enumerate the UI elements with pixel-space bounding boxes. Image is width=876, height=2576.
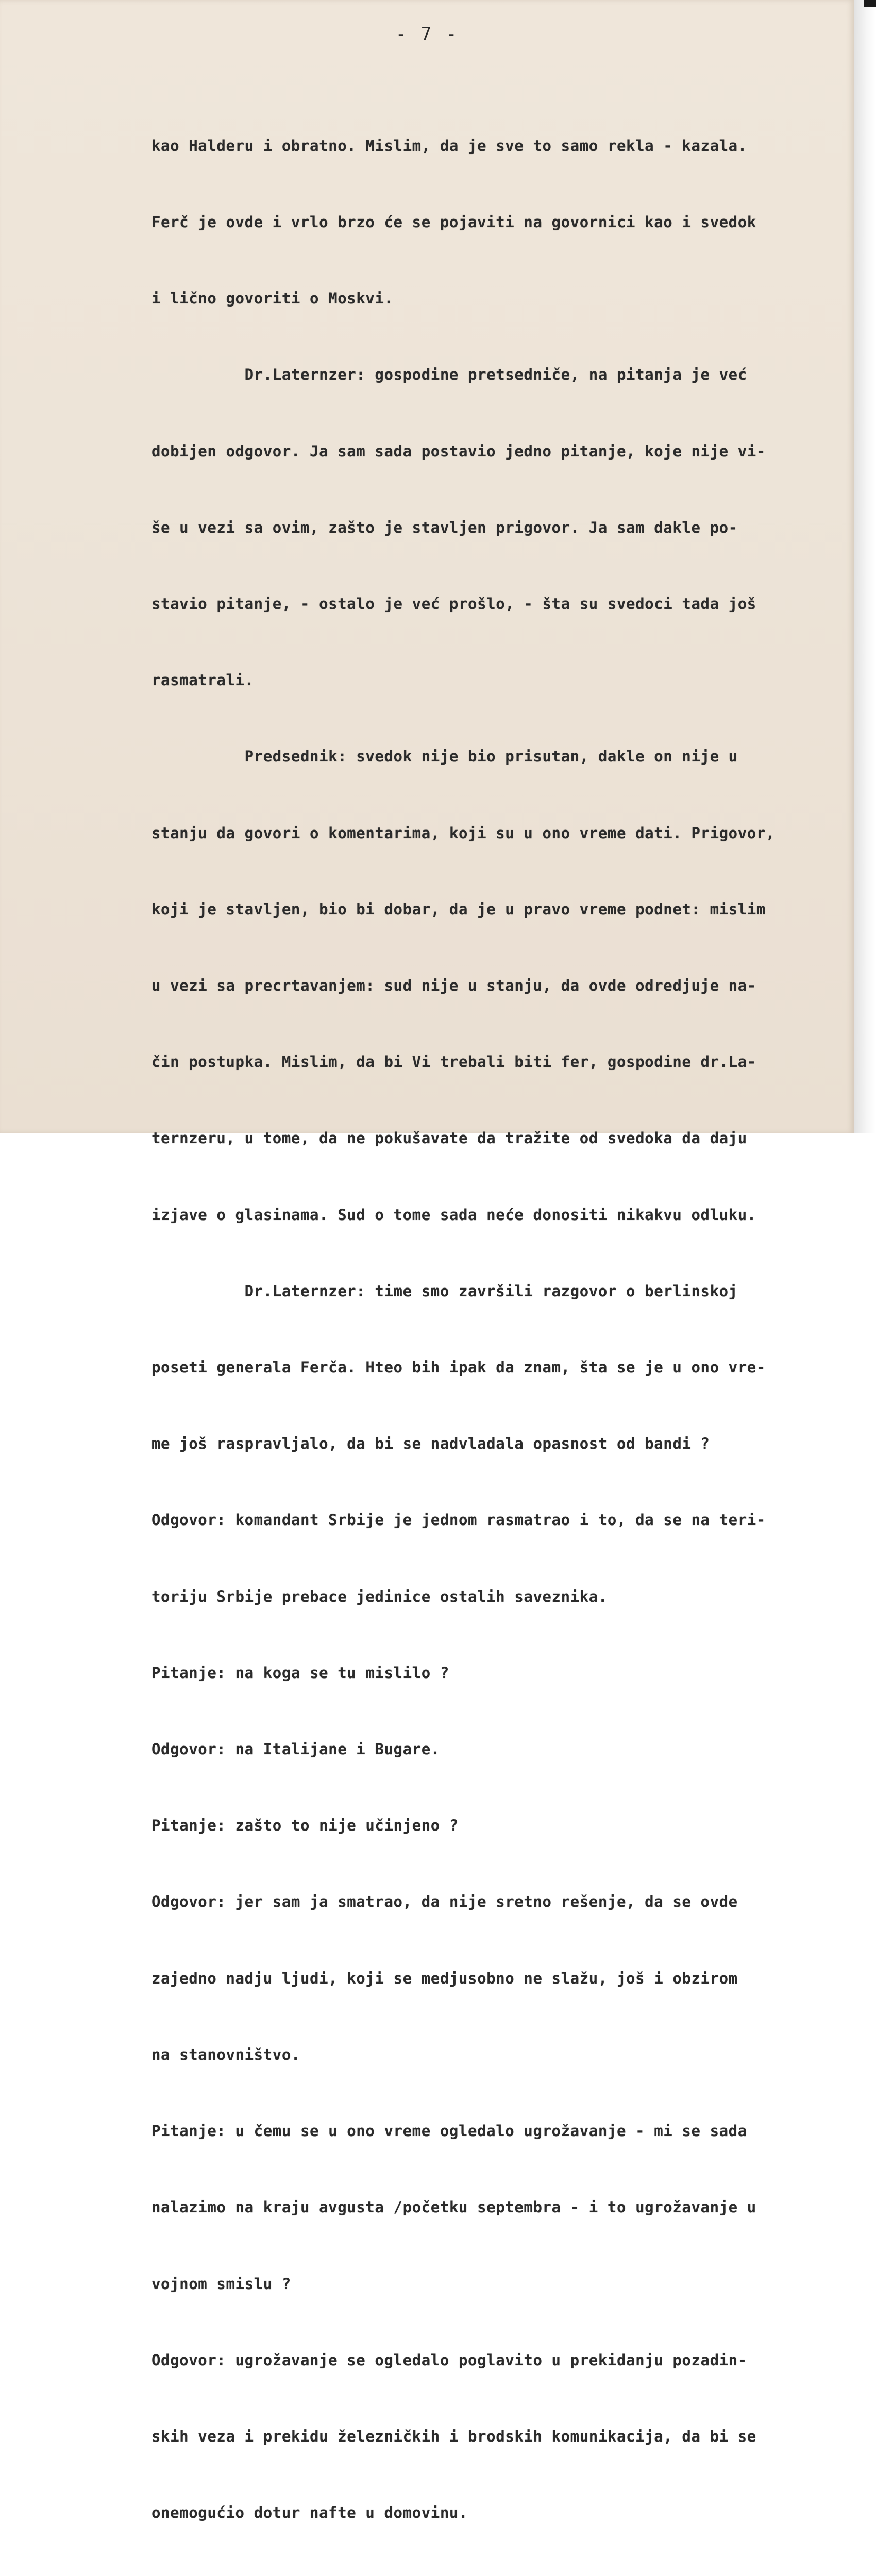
text-line: zajedno nadju ljudi, koji se medjusobno ne slažu, još i obzirom [151,1969,738,1987]
text-line: Pitanje: u čemu se u ono vreme ogledalo ugrožavanje - mi se sada [151,2122,747,2140]
typewritten-text-body [151,82,857,2576]
scan-corner-mark [864,0,876,7]
text-line: ternzeru, u tome, da ne pokušavate da tražite od svedoka da daju [151,1129,747,1147]
text-line: Dr.Laternzer: gospodine pretsedniče, na pitanja je već [151,366,747,384]
text-line: na stanovništvo. [151,2045,300,2063]
text-line: kao Halderu i obratno. Mislim, da je sve to samo rekla - kazala. [151,137,747,155]
text-line: stanju da govori o komentarima, koji su u ono vreme dati. Prigovor, [151,824,775,842]
text-line: Odgovor: jer sam ja smatrao, da nije sretno rešenje, da se ovde [151,1893,738,1911]
text-line: še u vezi sa ovim, zašto je stavljen prigovor. Ja sam dakle po- [151,518,738,536]
text-line: stavio pitanje, - ostalo je već prošlo, - šta su svedoci tada još [151,595,756,613]
text-line: vojnom smislu ? [151,2275,291,2293]
text-line: skih veza i prekidu železničkih i brodskih komunikacija, da bi se [151,2427,756,2445]
text-line: Pitanje: zašto to nije učinjeno ? [151,1817,459,1835]
text-line: i lično govoriti o Moskvi. [151,290,394,308]
text-line: Dr.Laternzer: time smo završili razgovor o berlinskoj [151,1282,738,1300]
text-line: izjave o glasinama. Sud o tome sada neće donositi nikakvu odluku. [151,1206,756,1224]
text-line: Ferč je ovde i vrlo brzo će se pojaviti na govornici kao i svedok [151,213,756,231]
text-line: onemogućio dotur nafte u domovinu. [151,2504,468,2522]
text-line: Odgovor: komandant Srbije je jednom rasmatrao i to, da se na teri- [151,1511,766,1529]
text-line: čin postupka. Mislim, da bi Vi trebali biti fer, gospodine dr.La- [151,1053,756,1071]
text-line: koji je stavljen, bio bi dobar, da je u pravo vreme podnet: mislim [151,900,766,918]
text-line: rasmatrali. [151,671,254,689]
page-edge [854,0,876,1133]
text-line: Pitanje: na koga se tu mislilo ? [151,1664,449,1682]
text-line: poseti generala Ferča. Hteo bih ipak da znam, šta se je u ono vre- [151,1359,766,1377]
text-line: Predsednik: svedok nije bio prisutan, dakle on nije u [151,748,738,766]
text-line: Odgovor: ugrožavanje se ogledalo poglavito u prekidanju pozadin- [151,2351,747,2369]
text-line: Odgovor: na Italijane i Bugare. [151,1740,440,1758]
text-line: dobijen odgovor. Ja sam sada postavio jedno pitanje, koje nije vi- [151,442,766,460]
text-line: me još raspravljalo, da bi se nadvladala opasnost od bandi ? [151,1435,710,1453]
text-line: u vezi sa precrtavanjem: sud nije u stanju, da ovde odredjuje na- [151,977,756,995]
page-number: - 7 - [395,24,459,44]
text-line: toriju Srbije prebace jedinice ostalih saveznika. [151,1587,608,1605]
text-line: nalazimo na kraju avgusta /početku septembra - i to ugrožavanje u [151,2198,756,2216]
